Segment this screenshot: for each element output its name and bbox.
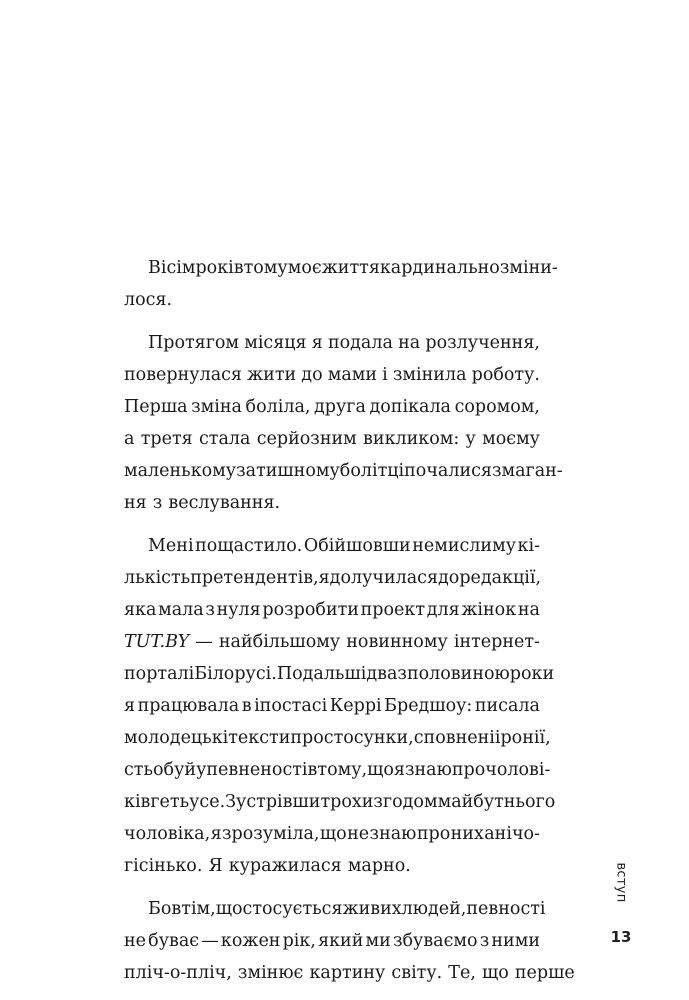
text-line — [124, 754, 551, 786]
word: ними — [491, 931, 540, 951]
word: новинному — [346, 632, 448, 652]
word: на — [517, 600, 540, 620]
word: геть — [150, 792, 190, 812]
word: TUT.BY — [124, 632, 190, 652]
word: збуваємо — [392, 931, 478, 951]
word: не — [124, 931, 147, 951]
word: про — [290, 728, 324, 748]
word: зрозуміла, — [222, 824, 320, 844]
text-line — [124, 594, 540, 626]
text-line — [124, 391, 540, 423]
word: з — [479, 931, 490, 951]
paragraph — [124, 327, 563, 519]
word: роки — [509, 664, 555, 684]
word: в — [307, 760, 318, 780]
word: і — [382, 365, 388, 385]
word: я — [210, 824, 222, 844]
word: що — [481, 963, 509, 983]
word: моєму — [482, 429, 540, 449]
word: найбільшому — [218, 632, 341, 652]
word: пліч-о-пліч, — [124, 963, 232, 983]
word: повернулася — [124, 365, 242, 385]
running-head — [609, 852, 633, 912]
word: який — [318, 931, 364, 951]
word: боліла, — [245, 397, 311, 417]
word: а — [124, 429, 135, 449]
word: моє — [287, 258, 322, 278]
word: Те, — [448, 963, 476, 983]
word: тому, — [317, 760, 368, 780]
word: ми — [365, 931, 391, 951]
word: Перша — [124, 397, 188, 417]
word: з — [205, 600, 215, 620]
word: Вісім — [148, 258, 196, 278]
word: допікала — [369, 397, 451, 417]
word: зміни- — [499, 258, 558, 278]
paragraph-gap — [124, 316, 540, 327]
word: майбутнього — [437, 792, 556, 812]
word: сповнені — [413, 728, 495, 748]
word: два — [366, 664, 398, 684]
word: я — [318, 568, 330, 588]
text-line — [124, 284, 540, 316]
word: працювала — [137, 696, 240, 716]
word: Керрі — [329, 696, 382, 716]
word: яка — [124, 600, 157, 620]
text-line — [124, 562, 540, 594]
word: — — [195, 632, 213, 652]
word: зміна — [191, 397, 242, 417]
word: усе. — [189, 792, 226, 812]
word: стала — [198, 429, 251, 449]
word: марно. — [347, 856, 411, 876]
word: друга — [314, 397, 366, 417]
word: подала — [327, 333, 393, 353]
body-text — [124, 252, 575, 989]
text-line — [124, 690, 540, 722]
word: я — [124, 696, 136, 716]
word: що — [319, 824, 347, 844]
word: іпостасі — [254, 696, 328, 716]
word: я — [311, 333, 323, 353]
word: кожен — [220, 931, 281, 951]
word: порталі — [124, 664, 195, 684]
word: кардинально — [379, 258, 500, 278]
word: трохи — [320, 792, 374, 812]
word: з — [397, 664, 407, 684]
word: серйозним — [256, 429, 357, 449]
word: людей, — [401, 899, 467, 919]
word: на — [398, 333, 421, 353]
word: місяця — [244, 333, 307, 353]
text-line — [124, 530, 540, 562]
word: у — [465, 429, 476, 449]
word: змінює — [237, 963, 304, 983]
word: що — [215, 899, 243, 919]
word: певності — [466, 899, 546, 919]
word: стьобу — [124, 760, 185, 780]
word: змінила — [392, 365, 467, 385]
word: куражилася — [228, 856, 342, 876]
word: писала — [474, 696, 540, 716]
word: Зустрівши — [225, 792, 321, 812]
word: — — [201, 931, 219, 951]
word: нуля — [216, 600, 261, 620]
text-line — [124, 786, 556, 818]
paragraph — [124, 252, 558, 316]
word: змаган- — [491, 461, 563, 481]
word: лося. — [124, 290, 173, 310]
word: роботу. — [471, 365, 540, 385]
word: тексти — [228, 728, 291, 748]
word: світу. — [391, 963, 443, 983]
word: живих — [342, 899, 402, 919]
word: перше — [514, 963, 575, 983]
word: чоловіка, — [124, 824, 211, 844]
paragraph — [124, 530, 556, 882]
word: Білорусі. — [194, 664, 277, 684]
text-line — [124, 925, 540, 957]
word: в — [241, 696, 252, 716]
word: Обійшовши — [303, 536, 411, 556]
word: немислиму — [412, 536, 516, 556]
word: маленькому — [124, 461, 237, 481]
word: життя — [321, 258, 380, 278]
word: лькість — [124, 568, 191, 588]
word: Бо — [148, 899, 172, 919]
word: розробити — [262, 600, 359, 620]
word: долучилася — [329, 568, 439, 588]
word: рік, — [282, 931, 316, 951]
text-line — [124, 818, 540, 850]
word: стосунки, — [323, 728, 414, 748]
word: до — [301, 365, 323, 385]
word: розлучення, — [425, 333, 540, 353]
word: кі- — [517, 536, 540, 556]
text-line — [124, 658, 555, 690]
word: й — [184, 760, 197, 780]
word: для — [426, 600, 460, 620]
text-line — [124, 957, 575, 989]
word: до — [438, 568, 460, 588]
running-head-label: вступ — [613, 861, 629, 903]
word: з — [152, 493, 163, 513]
text-line — [124, 252, 558, 284]
word: затишному — [236, 461, 340, 481]
text-line — [124, 455, 563, 487]
word: соромом, — [454, 397, 540, 417]
paragraph-gap — [124, 519, 540, 530]
text-line — [124, 626, 540, 658]
word: Подальші — [276, 664, 367, 684]
word: інтернет- — [453, 632, 540, 652]
text-line — [124, 893, 546, 925]
word: претендентів, — [190, 568, 319, 588]
word: що — [367, 760, 394, 780]
word: них — [450, 824, 484, 844]
word: веслування. — [168, 493, 281, 513]
word: знаю — [404, 760, 452, 780]
word: тім, — [181, 899, 216, 919]
word: про — [416, 824, 451, 844]
text-line — [124, 423, 540, 455]
text-line — [124, 487, 540, 519]
word: ня — [124, 493, 147, 513]
word: іронії, — [494, 728, 551, 748]
text-line — [124, 850, 540, 882]
word: молодецькі — [124, 728, 229, 748]
paragraph-gap — [124, 882, 540, 893]
text-line — [124, 722, 551, 754]
word: упевненості — [196, 760, 308, 780]
word: третя — [140, 429, 193, 449]
word: мами — [327, 365, 378, 385]
word: мала — [158, 600, 204, 620]
word: викликом: — [363, 429, 460, 449]
word: стосується — [242, 899, 343, 919]
word: половиною — [406, 664, 510, 684]
word: згодом — [373, 792, 438, 812]
paragraph — [124, 893, 575, 989]
word: знаю — [369, 824, 417, 844]
page-number: 13 — [610, 928, 632, 946]
word: в — [171, 899, 182, 919]
word: не — [347, 824, 370, 844]
word: редакції, — [459, 568, 542, 588]
word: Бредшоу: — [384, 696, 473, 716]
word: анічо- — [484, 824, 540, 844]
word: почалися — [404, 461, 492, 481]
text-line — [124, 327, 540, 359]
word: Я — [208, 856, 223, 876]
word: проект — [360, 600, 426, 620]
word: Протягом — [148, 333, 240, 353]
word: картину — [309, 963, 386, 983]
word: жінок — [461, 600, 517, 620]
word: про — [451, 760, 486, 780]
word: гісінько. — [124, 856, 203, 876]
word: болітці — [339, 461, 405, 481]
word: чолові- — [485, 760, 551, 780]
word: я — [393, 760, 405, 780]
word: Мені — [148, 536, 194, 556]
text-line — [124, 359, 540, 391]
word: жити — [247, 365, 297, 385]
word: років — [195, 258, 244, 278]
word: буває — [148, 931, 200, 951]
word: ків — [124, 792, 151, 812]
word: пощастило. — [195, 536, 303, 556]
word: тому — [243, 258, 288, 278]
